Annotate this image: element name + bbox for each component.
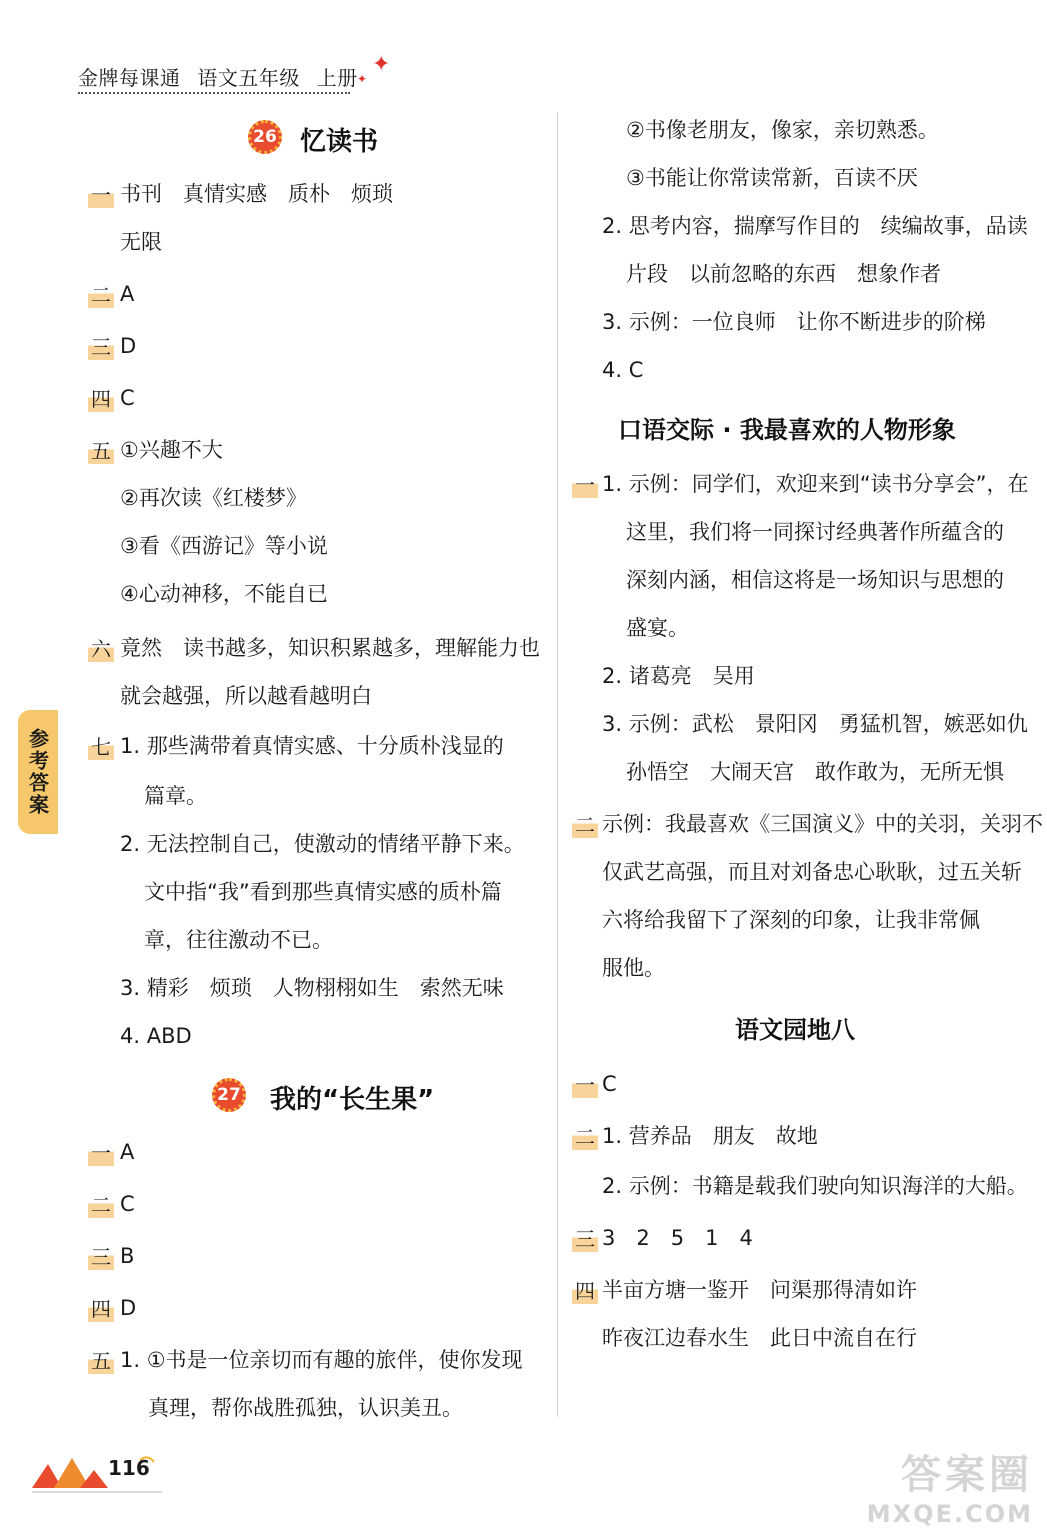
answer-line: 1. 那些满带着真情实感、十分质朴浅显的 (120, 734, 504, 758)
answer-line: 1. 示例：同学们，欢迎来到“读书分享会”，在 (602, 472, 1029, 496)
answer-line: 服他。 (602, 956, 665, 980)
answer-line: A (120, 1140, 135, 1164)
answer-line: ④心动神移，不能自已 (120, 582, 328, 606)
question-label: 三 (88, 334, 114, 360)
sparkle-small-icon: ✦ (357, 72, 368, 86)
question-label: 二 (572, 1124, 598, 1150)
answer-line: 示例：我最喜欢《三国演义》中的关羽，关羽不 (602, 812, 1043, 836)
mountain-logo-icon (32, 1450, 172, 1500)
answer-line: 1. ①书是一位亲切而有趣的旅伴，使你发现 (120, 1348, 523, 1372)
column-divider (557, 112, 558, 1417)
answer-line: 六将给我留下了深刻的印象，让我非常佩 (602, 908, 980, 932)
lesson-title: 我的“长生果” (270, 1085, 435, 1115)
question-label: 七 (88, 734, 114, 760)
watermark-logo-text: 答案圈 (901, 1452, 1033, 1498)
answer-line: C (120, 386, 135, 410)
question-label: 二 (572, 812, 598, 838)
answer-line: 章，往往激动不已。 (144, 928, 333, 952)
answer-line: C (120, 1192, 135, 1216)
answer-line: 2. 示例：书籍是载我们驶向知识海洋的大船。 (602, 1174, 1028, 1198)
book-name: 金牌每课通 (78, 66, 181, 90)
answer-line: ③看《西游记》等小说 (120, 534, 328, 558)
answer-key-side-tab: 参考答案 (18, 710, 58, 834)
answer-line: D (120, 334, 137, 358)
answer-line: 无限 (120, 230, 162, 254)
answer-line: 2. 诸葛亮 吴用 (602, 664, 755, 688)
answer-line: 盛宴。 (626, 616, 689, 640)
question-label: 二 (88, 282, 114, 308)
answer-line: 这里，我们将一同探讨经典著作所蕴含的 (626, 520, 1004, 544)
answer-line: 昨夜江边春水生 此日中流自在行 (602, 1326, 917, 1350)
answer-line: 半亩方塘一鉴开 问渠那得清如许 (602, 1278, 917, 1302)
question-label: 六 (88, 636, 114, 662)
section-title: 口语交际 · 我最喜欢的人物形象 (618, 416, 956, 444)
answer-line: 文中指“我”看到那些真情实感的质朴篇 (144, 880, 502, 904)
question-label: 五 (88, 1348, 114, 1374)
answer-line: 片段 以前忽略的东西 想象作者 (626, 262, 941, 286)
question-label: 四 (88, 386, 114, 412)
answer-line: 仅武艺高强，而且对刘备忠心耿耿，过五关斩 (602, 860, 1022, 884)
question-label: 三 (572, 1226, 598, 1252)
answer-line: 1. 营养品 朋友 故地 (602, 1124, 818, 1148)
answer-line: 深刻内涵，相信这将是一场知识与思想的 (626, 568, 1004, 592)
answer-line: 3 2 5 1 4 (602, 1226, 753, 1250)
section-title: 语文园地八 (735, 1016, 855, 1044)
lesson-number-badge: 26 (248, 120, 282, 154)
answer-line: 3. 示例：武松 景阳冈 勇猛机智，嫉恶如仇 (602, 712, 1028, 736)
watermark (867, 1443, 1033, 1528)
subject-name: 语文五年级 (197, 66, 300, 90)
answer-line: 竟然 读书越多，知识积累越多，理解能力也 (120, 636, 540, 660)
answer-line: 书刊 真情实感 质朴 烦琐 (120, 182, 393, 206)
lesson-title: 忆读书 (300, 127, 379, 157)
question-label: 一 (88, 182, 114, 208)
answer-line: ③书能让你常读常新，百读不厌 (626, 166, 918, 190)
answer-line: ①兴趣不大 (120, 438, 223, 462)
question-label: 一 (572, 1072, 598, 1098)
answer-line: B (120, 1244, 135, 1268)
answer-line: A (120, 282, 135, 306)
answer-line: 就会越强，所以越看越明白 (120, 684, 372, 708)
question-label: 四 (572, 1278, 598, 1304)
answer-line: 孙悟空 大闹天宫 敢作敢为，无所无惧 (626, 760, 1004, 784)
question-label: 二 (88, 1192, 114, 1218)
volume-name: 上册 (316, 66, 358, 90)
header-divider (78, 92, 350, 94)
question-label: 五 (88, 438, 114, 464)
answer-line: 2. 思考内容，揣摩写作目的 续编故事，品读 (602, 214, 1028, 238)
answer-line: 4. ABD (120, 1024, 192, 1048)
question-label: 四 (88, 1296, 114, 1322)
answer-line: 真理，帮你战胜孤独，认识美丑。 (148, 1396, 463, 1420)
page-number: 116 (108, 1456, 150, 1480)
answer-line: C (602, 1072, 617, 1096)
answer-line: 4. C (602, 358, 644, 382)
watermark-url: MXQE.COM (866, 1500, 1033, 1528)
question-label: 三 (88, 1244, 114, 1270)
lesson-number-badge: 27 (212, 1078, 246, 1112)
answer-line: D (120, 1296, 137, 1320)
answer-line: ②书像老朋友，像家，亲切熟悉。 (626, 118, 939, 142)
answer-line: 3. 精彩 烦琐 人物栩栩如生 索然无味 (120, 976, 504, 1000)
question-label: 一 (572, 472, 598, 498)
question-label: 一 (88, 1140, 114, 1166)
sparkle-icon: ✦ (372, 52, 391, 77)
answer-line: 3. 示例：一位良师 让你不断进步的阶梯 (602, 310, 986, 334)
answer-line: 篇章。 (144, 784, 207, 808)
running-header (78, 62, 358, 91)
answer-line: 2. 无法控制自己，使激动的情绪平静下来。 (120, 832, 525, 856)
answer-line: ②再次读《红楼梦》 (120, 486, 307, 510)
